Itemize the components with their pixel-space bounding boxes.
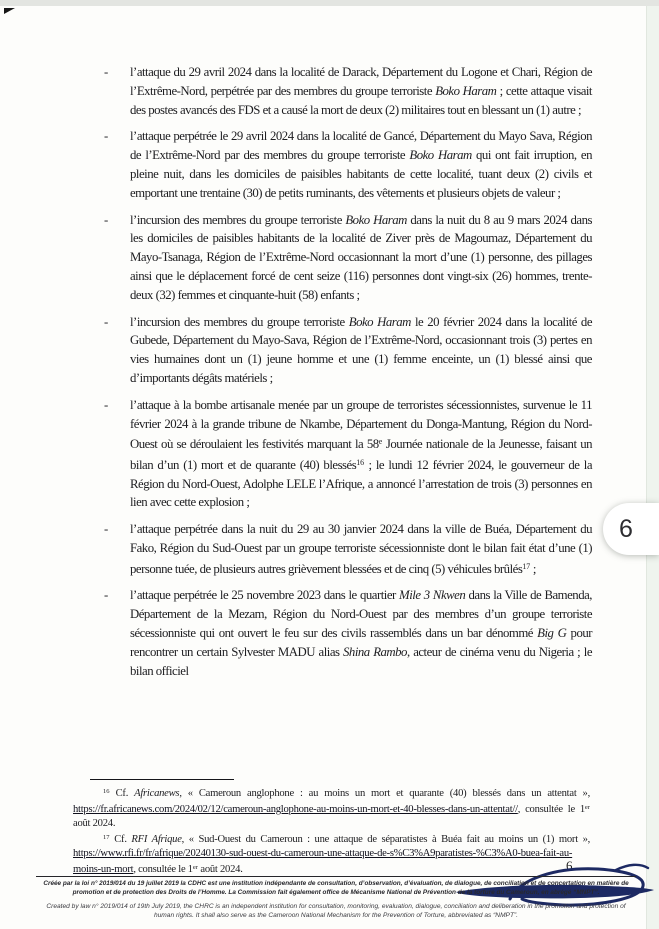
list-item	[104, 63, 592, 119]
text-run: , « Sud-Ouest du Cameroun : une attaque de séparatistes à Buéa fait au moins un (1) mort »,	[181, 834, 591, 846]
text-run: dans la Ville de Bamenda, Département de la Mezam, Région du Nord-Ouest par des membres d’un groupe terroriste sécessionniste qui ont ouvert le feu sur des civils rassemblés dans un bar dénommé	[130, 588, 592, 640]
text-run: pour rencontrer un certain Sylvester MADU alias	[130, 625, 593, 659]
bullet-text	[130, 313, 592, 388]
footer-english-text: Created by law n° 2019/014 of 19th July 2019, the CHRC is an independent institution for consultation, monitoring, evaluation, dialogue, conciliation and deliberation in the promotion and protection of human rights. It shall also serve as the Cameroon National Mechanism for the Prevention of Torture, abbreviated as “NMPT”.	[46, 902, 626, 920]
text-run: , consultée le 1	[517, 804, 585, 816]
bullet-dash: -	[104, 588, 109, 603]
corner-mark	[4, 8, 15, 14]
bullet-text	[130, 63, 592, 119]
text-run: l’attaque perpétrée le 25 novembre 2023 dans le quartier	[130, 588, 400, 603]
text-run: Cf.	[109, 788, 135, 800]
text-run: l’attaque du 29 avril 2024 dans la localité de Darack, Département du Logone et Chari, Région de l’Extrême-Nord, perpétrée par des membres du groupe terroriste	[130, 65, 592, 98]
bullet-dash: -	[104, 314, 109, 329]
scan-right-edge	[646, 6, 659, 929]
text-run: ; le lundi 12 février 2024, le gouverneur de la Région du Nord-Ouest, Adolphe LELE l’Afrique, a annoncé l’arrestation de trois (3) personnes en lien avec cette explosion ;	[130, 457, 592, 510]
bullet-text	[130, 520, 592, 578]
superscript: 17	[103, 834, 110, 841]
footnote-link[interactable]: https://www.rfi.fr/fr/afrique/20240130-sud-ouest-du-cameroun-une-attaque-de-s%C3%A9paratistes-%C3%A0-buea-fait-au-moins-un-mort	[73, 848, 573, 876]
text-run: Cf.	[109, 834, 132, 846]
superscript: 16	[103, 788, 110, 795]
list-item	[104, 586, 592, 680]
footer-french-text: Créée par la loi n° 2019/014 du 19 juillet 2019 la CDHC est une institution indépendante de consultation, d’observation, d’évaluation, de dialogue, de conciliation et de concertation en matière de promotion et de protection des Droits de l’Homme. La Commission fait également office de Mécanisme National de Prévention de la torture du Cameroun, en abrégé “MNPT”.	[36, 876, 636, 898]
superscript: er	[192, 863, 198, 871]
superscript: e	[378, 437, 383, 447]
list-item	[104, 211, 592, 305]
bullet-list	[104, 63, 592, 688]
list-item	[104, 396, 592, 512]
text-run: août 2024.	[197, 864, 243, 876]
text-run: l’incursion des membres du groupe terroriste	[130, 212, 346, 227]
page-tab	[603, 503, 659, 555]
bullet-text	[130, 211, 592, 305]
page-footer	[36, 876, 636, 921]
page-tab-number: 6	[619, 514, 633, 543]
superscript: 16	[356, 457, 365, 467]
text-run: ; cette attaque visait des postes avancés des FDS et a causé la mort de deux (2) militaires tout en blessant un (1) autre ;	[130, 83, 592, 117]
text-run: Boko Haram	[435, 83, 497, 98]
bullet-dash: -	[104, 65, 109, 79]
text-run: qui ont fait irruption, en pleine nuit, dans les domiciles de paisibles habitants de cette localité, tuant deux (2) civils et emportant une trentaine (30) de petits ruminants, des vêtements et plusieurs objets de valeur ;	[130, 148, 592, 200]
footnote	[73, 785, 590, 831]
list-item	[104, 127, 592, 202]
text-run: dans la nuit du 8 au 9 mars 2024 dans les domiciles de paisibles habitants de la localité de Ziver près de Magoumaz, Département du Mayo-Tsanaga, Région de l’Extrême-Nord occasionnant la mort d’une (1) personne, des pillages ainsi que le déplacement forcé de cent seize (116) personnes dont vingt-six (26) hommes, trente-deux (32) femmes et cinquante-huit (58) enfants ;	[130, 212, 592, 302]
bullet-dash: -	[104, 129, 109, 144]
page-number: 6	[566, 858, 573, 873]
footnote-rule	[90, 779, 234, 780]
text-run: , « Cameroun anglophone : au moins un mort et quarante (40) blessés dans un attentat »,	[179, 788, 590, 800]
footnote-link[interactable]: https://fr.africanews.com/2024/02/12/cameroun-anglophone-au-moins-un-mort-et-40-blesses-dans-un-attentat//	[73, 804, 518, 816]
text-run: ;	[530, 561, 536, 576]
text-run: Shina Rambo	[343, 644, 407, 659]
list-item	[104, 520, 592, 578]
bullet-dash: -	[104, 397, 109, 412]
scan-top-edge	[0, 0, 659, 6]
text-run: Boko Haram	[345, 212, 407, 227]
text-run: l’attaque à la bombe artisanale menée par un groupe de terroristes sécessionnistes, survenue le 11 février 2024 à la grande tribune de Nkambe, Département du Donga-Mantung, Région du Nord-Ouest où se déroulaient les festivités marquant la 58	[130, 397, 592, 452]
bullet-text	[130, 586, 592, 680]
list-item	[104, 313, 592, 388]
superscript: er	[584, 804, 590, 812]
text-run: l’incursion des membres du groupe terroriste	[130, 314, 349, 329]
text-run: le 20 février 2024 dans la localité de Gubede, Département du Mayo-Sava, Région de l’Extrême-Nord, occasionnant trois (3) pertes en vies humaines dont un (1) jeune homme et une (1) femme enceinte, un (1) blessé ainsi que d’importants dégâts matériels ;	[130, 314, 593, 385]
text-run: Boko Haram	[348, 314, 411, 329]
text-run: Mile 3 Nkwen	[399, 588, 466, 603]
bullet-text	[130, 396, 592, 512]
text-run: RFI Afrique	[131, 834, 182, 846]
bullet-text	[130, 127, 592, 202]
text-run: , acteur de cinéma venu du Nigeria ; le bilan officiel	[130, 644, 592, 678]
text-run: Boko Haram	[409, 148, 472, 163]
text-run: août 2024.	[73, 818, 116, 830]
bullet-dash: -	[104, 212, 109, 227]
text-run: l’attaque perpétrée dans la nuit du 29 au 30 janvier 2024 dans la ville de Buéa, Département du Fako, Région du Sud-Ouest par un groupe terroriste sécessionniste dont le bilan fait état d’une (1) personne tuée, de plusieurs autres grièvement blessées et de cinq (5) véhicules brûlés	[130, 522, 592, 576]
text-run: Journée nationale de la Jeunesse, faisant un bilan d’un (1) mort et de quarante (40) blessés	[130, 437, 592, 472]
text-run: Africanews	[134, 788, 180, 800]
superscript: 17	[522, 561, 531, 571]
text-run: , consultée le 1	[133, 864, 193, 876]
text-run: Big G	[537, 625, 567, 640]
bullet-dash: -	[104, 522, 109, 537]
text-run: l’attaque perpétrée le 29 avril 2024 dans la localité de Gancé, Département du Mayo Sava, Région de l’Extrême-Nord par des membres du groupe terroriste	[130, 129, 592, 163]
